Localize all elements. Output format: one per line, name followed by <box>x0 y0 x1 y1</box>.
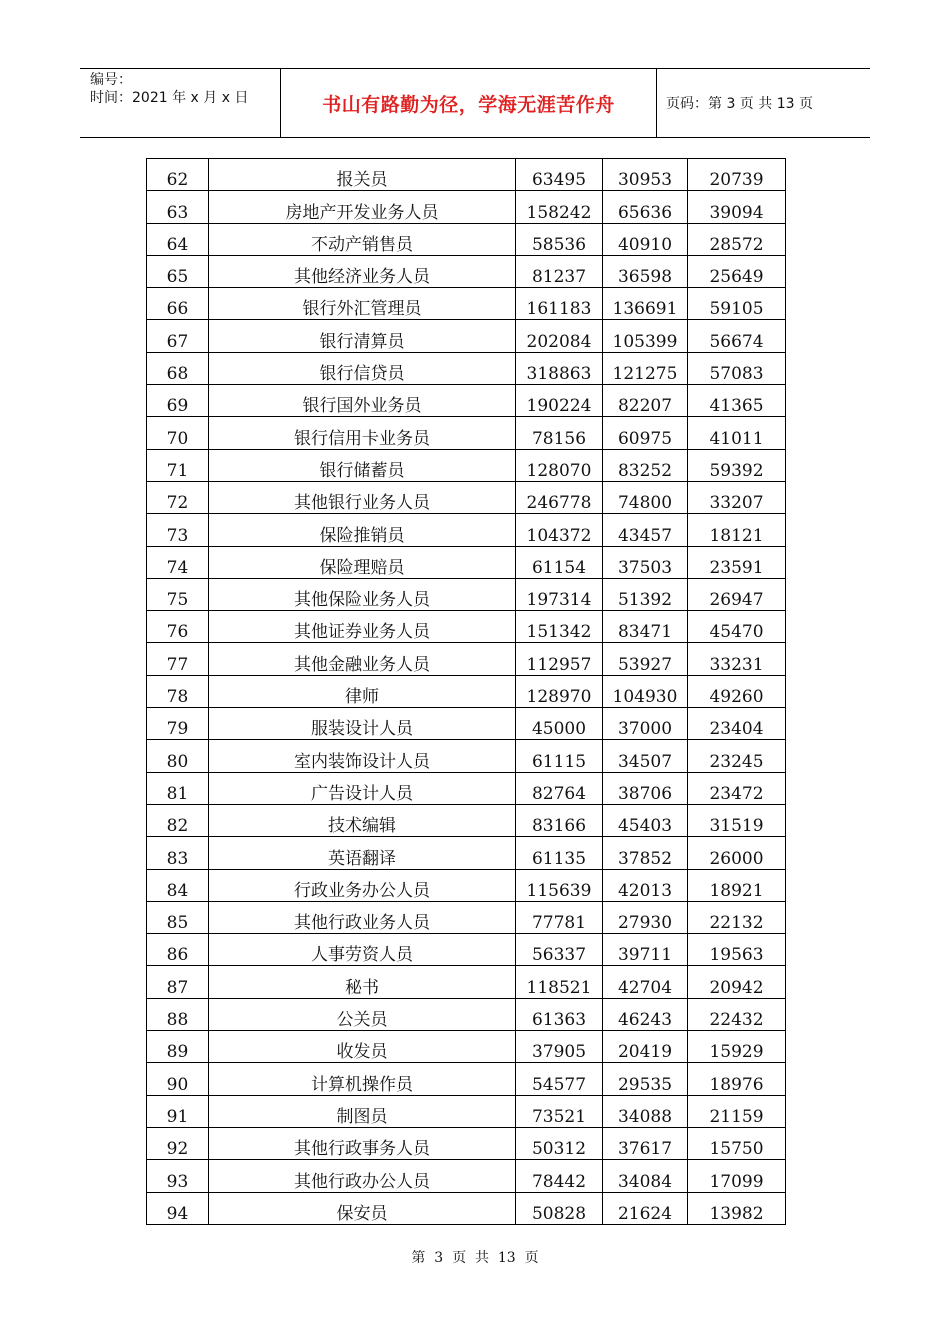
value-c: 21159 <box>688 1095 786 1127</box>
value-c: 17099 <box>688 1160 786 1192</box>
row-number: 93 <box>147 1160 209 1192</box>
row-number: 94 <box>147 1192 209 1224</box>
value-b: 40910 <box>603 223 688 255</box>
date-label: 时间：2021 年 x 月 x 日 <box>90 90 249 106</box>
occupation-name: 秘书 <box>209 966 516 998</box>
value-a: 161183 <box>516 288 603 320</box>
row-number: 88 <box>147 998 209 1030</box>
value-a: 158242 <box>516 191 603 223</box>
table-row <box>147 191 786 223</box>
row-number: 92 <box>147 1127 209 1159</box>
value-c: 23245 <box>688 740 786 772</box>
occupation-name: 其他行政事务人员 <box>209 1127 516 1159</box>
table-row <box>147 449 786 481</box>
value-c: 56674 <box>688 320 786 352</box>
value-c: 25649 <box>688 255 786 287</box>
occupation-name: 银行清算员 <box>209 320 516 352</box>
table-row <box>147 643 786 675</box>
value-b: 21624 <box>603 1192 688 1224</box>
value-a: 56337 <box>516 934 603 966</box>
table-row <box>147 159 786 191</box>
page-number-label: 页码：第 3 页 共 13 页 <box>666 96 813 112</box>
row-number: 90 <box>147 1063 209 1095</box>
table-row <box>147 869 786 901</box>
occupation-name: 收发员 <box>209 1031 516 1063</box>
occupation-name: 其他行政办公人员 <box>209 1160 516 1192</box>
row-number: 91 <box>147 1095 209 1127</box>
value-c: 23591 <box>688 546 786 578</box>
table-row <box>147 288 786 320</box>
value-a: 54577 <box>516 1063 603 1095</box>
row-number: 86 <box>147 934 209 966</box>
table-row <box>147 1160 786 1192</box>
value-c: 22432 <box>688 998 786 1030</box>
value-b: 83471 <box>603 611 688 643</box>
value-b: 42704 <box>603 966 688 998</box>
occupation-name: 银行外汇管理员 <box>209 288 516 320</box>
value-a: 61115 <box>516 740 603 772</box>
table-row <box>147 934 786 966</box>
row-number: 71 <box>147 449 209 481</box>
value-b: 27930 <box>603 901 688 933</box>
row-number: 72 <box>147 481 209 513</box>
value-a: 202084 <box>516 320 603 352</box>
table-row <box>147 675 786 707</box>
row-number: 65 <box>147 255 209 287</box>
table-row <box>147 1095 786 1127</box>
value-c: 26000 <box>688 837 786 869</box>
row-number: 77 <box>147 643 209 675</box>
value-c: 15929 <box>688 1031 786 1063</box>
value-a: 73521 <box>516 1095 603 1127</box>
table-row <box>147 740 786 772</box>
doc-number-label: 编号： <box>90 72 132 88</box>
header-motto-cell <box>280 69 657 137</box>
table-row <box>147 1192 786 1224</box>
occupation-name: 其他证券业务人员 <box>209 611 516 643</box>
value-c: 28572 <box>688 223 786 255</box>
occupation-name: 其他保险业务人员 <box>209 578 516 610</box>
page-footer: 第 3 页 共 13 页 <box>411 1250 539 1266</box>
value-b: 46243 <box>603 998 688 1030</box>
table-row <box>147 1127 786 1159</box>
table-row <box>147 1031 786 1063</box>
table-row <box>147 611 786 643</box>
value-b: 43457 <box>603 514 688 546</box>
value-b: 30953 <box>603 159 688 191</box>
value-c: 22132 <box>688 901 786 933</box>
table-row <box>147 352 786 384</box>
occupation-name: 其他金融业务人员 <box>209 643 516 675</box>
value-b: 60975 <box>603 417 688 449</box>
row-number: 62 <box>147 159 209 191</box>
value-a: 78442 <box>516 1160 603 1192</box>
table-row <box>147 320 786 352</box>
occupation-name: 报关员 <box>209 159 516 191</box>
value-b: 29535 <box>603 1063 688 1095</box>
value-b: 37000 <box>603 708 688 740</box>
value-a: 128070 <box>516 449 603 481</box>
row-number: 69 <box>147 385 209 417</box>
value-a: 197314 <box>516 578 603 610</box>
value-a: 190224 <box>516 385 603 417</box>
occupation-name: 保险推销员 <box>209 514 516 546</box>
row-number: 85 <box>147 901 209 933</box>
value-a: 63495 <box>516 159 603 191</box>
value-b: 53927 <box>603 643 688 675</box>
value-b: 83252 <box>603 449 688 481</box>
value-c: 20942 <box>688 966 786 998</box>
value-a: 118521 <box>516 966 603 998</box>
page-header <box>80 68 870 138</box>
value-c: 33207 <box>688 481 786 513</box>
value-c: 20739 <box>688 159 786 191</box>
value-c: 23404 <box>688 708 786 740</box>
value-a: 78156 <box>516 417 603 449</box>
value-c: 13982 <box>688 1192 786 1224</box>
value-b: 20419 <box>603 1031 688 1063</box>
occupation-name: 银行信用卡业务员 <box>209 417 516 449</box>
table-row <box>147 578 786 610</box>
occupation-name: 其他银行业务人员 <box>209 481 516 513</box>
value-b: 39711 <box>603 934 688 966</box>
value-b: 37852 <box>603 837 688 869</box>
row-number: 70 <box>147 417 209 449</box>
value-a: 50828 <box>516 1192 603 1224</box>
value-c: 31519 <box>688 804 786 836</box>
table-row <box>147 481 786 513</box>
value-c: 33231 <box>688 643 786 675</box>
table-row <box>147 772 786 804</box>
occupation-name: 房地产开发业务人员 <box>209 191 516 223</box>
header-page-cell <box>656 69 870 137</box>
value-c: 18121 <box>688 514 786 546</box>
row-number: 78 <box>147 675 209 707</box>
occupation-name: 人事劳资人员 <box>209 934 516 966</box>
value-b: 37503 <box>603 546 688 578</box>
occupation-name: 保安员 <box>209 1192 516 1224</box>
value-a: 82764 <box>516 772 603 804</box>
value-a: 83166 <box>516 804 603 836</box>
value-c: 45470 <box>688 611 786 643</box>
value-b: 38706 <box>603 772 688 804</box>
table-row <box>147 417 786 449</box>
occupation-name: 律师 <box>209 675 516 707</box>
row-number: 80 <box>147 740 209 772</box>
row-number: 73 <box>147 514 209 546</box>
row-number: 68 <box>147 352 209 384</box>
row-number: 67 <box>147 320 209 352</box>
value-a: 58536 <box>516 223 603 255</box>
row-number: 89 <box>147 1031 209 1063</box>
value-b: 121275 <box>603 352 688 384</box>
table-row <box>147 998 786 1030</box>
value-a: 45000 <box>516 708 603 740</box>
value-b: 34507 <box>603 740 688 772</box>
value-c: 41011 <box>688 417 786 449</box>
header-meta <box>80 69 280 137</box>
value-b: 42013 <box>603 869 688 901</box>
value-c: 18976 <box>688 1063 786 1095</box>
value-a: 61154 <box>516 546 603 578</box>
row-number: 75 <box>147 578 209 610</box>
value-b: 51392 <box>603 578 688 610</box>
row-number: 63 <box>147 191 209 223</box>
row-number: 84 <box>147 869 209 901</box>
value-a: 112957 <box>516 643 603 675</box>
row-number: 82 <box>147 804 209 836</box>
value-a: 37905 <box>516 1031 603 1063</box>
occupation-name: 制图员 <box>209 1095 516 1127</box>
table-row <box>147 804 786 836</box>
value-a: 81237 <box>516 255 603 287</box>
occupation-name: 保险理赔员 <box>209 546 516 578</box>
value-a: 77781 <box>516 901 603 933</box>
value-c: 23472 <box>688 772 786 804</box>
value-c: 57083 <box>688 352 786 384</box>
occupation-name: 英语翻译 <box>209 837 516 869</box>
value-c: 59105 <box>688 288 786 320</box>
value-c: 26947 <box>688 578 786 610</box>
occupation-name: 计算机操作员 <box>209 1063 516 1095</box>
value-a: 151342 <box>516 611 603 643</box>
value-c: 59392 <box>688 449 786 481</box>
table-row <box>147 1063 786 1095</box>
row-number: 64 <box>147 223 209 255</box>
occupation-name: 其他经济业务人员 <box>209 255 516 287</box>
value-a: 115639 <box>516 869 603 901</box>
table-row <box>147 223 786 255</box>
occupation-name: 公关员 <box>209 998 516 1030</box>
row-number: 66 <box>147 288 209 320</box>
value-b: 136691 <box>603 288 688 320</box>
occupation-name: 银行信贷员 <box>209 352 516 384</box>
occupation-name: 广告设计人员 <box>209 772 516 804</box>
motto-text: 书山有路勤为径，学海无涯苦作舟 <box>322 93 615 116</box>
value-b: 34084 <box>603 1160 688 1192</box>
value-a: 61135 <box>516 837 603 869</box>
row-number: 87 <box>147 966 209 998</box>
row-number: 83 <box>147 837 209 869</box>
value-c: 15750 <box>688 1127 786 1159</box>
row-number: 79 <box>147 708 209 740</box>
table-row <box>147 385 786 417</box>
value-a: 128970 <box>516 675 603 707</box>
occupation-name: 银行国外业务员 <box>209 385 516 417</box>
value-b: 37617 <box>603 1127 688 1159</box>
table-row <box>147 966 786 998</box>
occupation-name: 银行储蓄员 <box>209 449 516 481</box>
occupation-name: 服装设计人员 <box>209 708 516 740</box>
occupation-name: 不动产销售员 <box>209 223 516 255</box>
value-a: 61363 <box>516 998 603 1030</box>
table-row <box>147 837 786 869</box>
occupation-name: 其他行政业务人员 <box>209 901 516 933</box>
value-b: 36598 <box>603 255 688 287</box>
value-b: 74800 <box>603 481 688 513</box>
value-c: 19563 <box>688 934 786 966</box>
occupation-salary-table <box>146 158 786 1225</box>
occupation-name: 室内装饰设计人员 <box>209 740 516 772</box>
value-c: 18921 <box>688 869 786 901</box>
table-row <box>147 255 786 287</box>
value-a: 246778 <box>516 481 603 513</box>
occupation-name: 行政业务办公人员 <box>209 869 516 901</box>
value-b: 105399 <box>603 320 688 352</box>
value-b: 82207 <box>603 385 688 417</box>
value-b: 45403 <box>603 804 688 836</box>
value-b: 104930 <box>603 675 688 707</box>
value-a: 318863 <box>516 352 603 384</box>
value-a: 104372 <box>516 514 603 546</box>
value-c: 41365 <box>688 385 786 417</box>
row-number: 76 <box>147 611 209 643</box>
row-number: 81 <box>147 772 209 804</box>
table-row <box>147 514 786 546</box>
table-row <box>147 546 786 578</box>
occupation-name: 技术编辑 <box>209 804 516 836</box>
value-b: 65636 <box>603 191 688 223</box>
table-row <box>147 901 786 933</box>
row-number: 74 <box>147 546 209 578</box>
value-b: 34088 <box>603 1095 688 1127</box>
table-row <box>147 708 786 740</box>
value-c: 49260 <box>688 675 786 707</box>
value-a: 50312 <box>516 1127 603 1159</box>
value-c: 39094 <box>688 191 786 223</box>
